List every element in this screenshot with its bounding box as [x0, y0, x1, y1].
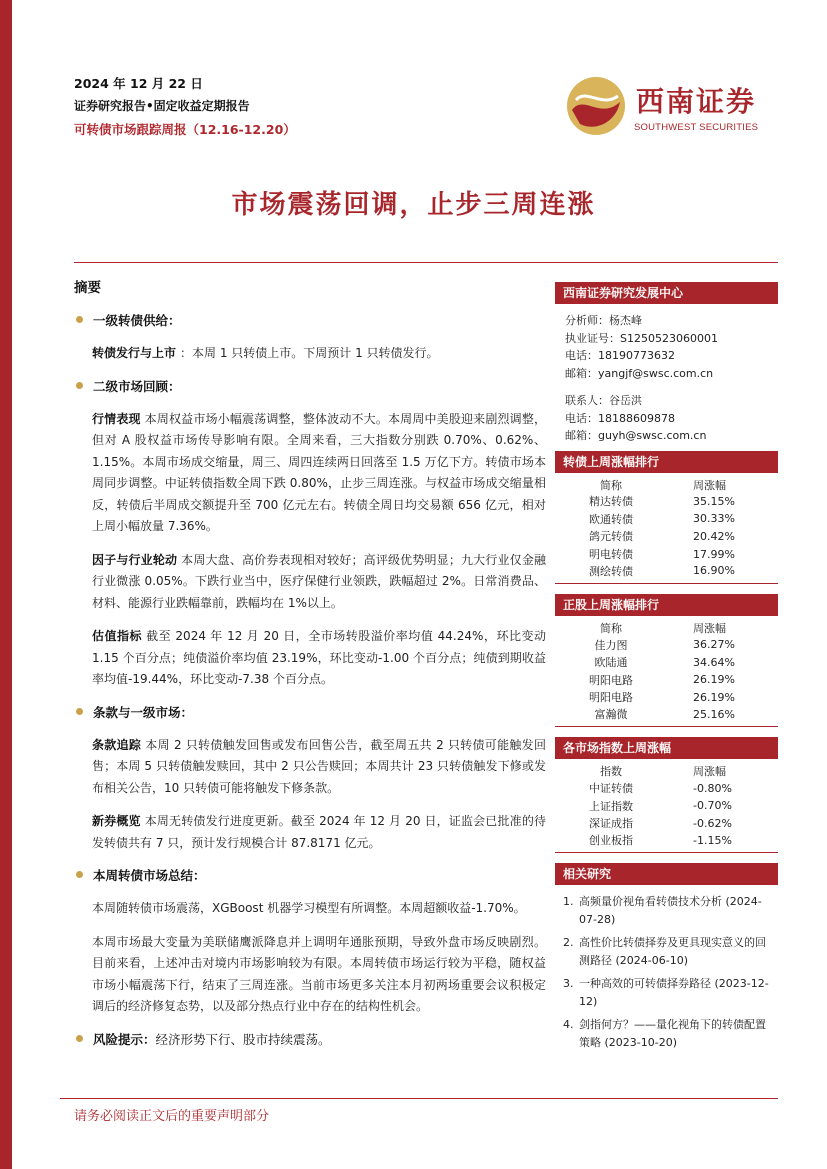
- row-name: 深证成指: [589, 817, 633, 831]
- footer-disclaimer: 请务必阅读正文后的重要声明部分: [74, 1109, 270, 1124]
- item-date: (2024-06-10): [615, 954, 689, 968]
- abstract-paragraph: [74, 550, 546, 615]
- paragraph-text: 本周无转债发行进度更新。截至 2024 年 12 月 20 日，证监会已批准的待发转债共有 7 只，预计发行规模合计 87.8171 亿元。: [92, 814, 546, 850]
- table-row: [555, 797, 778, 815]
- paragraph-text: 本周 2 只转债触发回售或发布回售公告，截至周五共 2 只转债可能触发回售；本周 5 只转债触发赎回，其中 2 只公告赎回；本周共计 23 只转债触发下修或发布相关公告，10 只转债可能将触发下修条款。: [92, 737, 546, 795]
- paragraph-text: 本周市场最大变量为美联储鹰派降息并上调明年通胀预期，导致外盘市场反映剧烈。目前来看，上述冲击对境内市场影响较为有限。本周转债市场运行较为平稳，随权益市场小幅震荡下行，结束了三周连涨。当前市场更多关注本月初两场重要会议积极定调后的经济修复态势，以及部分热点行业中存在的结构性机会。: [92, 934, 546, 1013]
- analyst-phone: 电话：18190773632: [565, 349, 675, 362]
- section-title: 本周转债市场总结：: [93, 868, 206, 883]
- row-change: 17.99%: [693, 547, 735, 561]
- ranking-table-header: 转债上周涨幅排行: [555, 451, 778, 473]
- row-name: 明电转债: [589, 548, 633, 562]
- row-name: 测绘转债: [555, 563, 667, 584]
- ranking-table: [555, 616, 778, 727]
- row-change: -0.80%: [693, 781, 732, 795]
- row-change: 20.42%: [693, 529, 735, 543]
- paragraph-lead: 估值指标: [92, 629, 143, 643]
- row-name: 中证转债: [589, 782, 633, 796]
- abstract-column: [74, 276, 546, 1062]
- row-change: 25.16%: [667, 706, 778, 727]
- table-row: [555, 671, 778, 689]
- item-title: 高频量价视角看转债技术分析: [579, 895, 722, 909]
- abstract-paragraph: [74, 932, 546, 1018]
- table-row: [555, 545, 778, 563]
- row-name: 精达转债: [589, 495, 633, 509]
- contact-name: 联系人：谷岳洪: [565, 394, 642, 407]
- item-date: (2023-12-12): [579, 977, 769, 1009]
- report-type: 证券研究报告•固定收益定期报告: [74, 99, 250, 113]
- table-row: [555, 689, 778, 707]
- row-name: 上证指数: [589, 799, 633, 813]
- paragraph-lead: 条款追踪: [92, 737, 142, 752]
- contact-email[interactable]: 邮箱：guyh@swsc.com.cn: [565, 429, 707, 442]
- related-research-list: [555, 885, 778, 1052]
- section-heading: [74, 866, 546, 884]
- row-change: 35.15%: [693, 494, 735, 508]
- row-change: 26.19%: [693, 690, 735, 704]
- abstract-paragraph: [74, 626, 546, 691]
- row-change: 30.33%: [693, 512, 735, 526]
- paragraph-text: ：本周 1 只转债上市。下周预计 1 只转债发行。: [180, 346, 439, 360]
- bottom-divider: [60, 1098, 778, 1099]
- section-title: 条款与一级市场：: [93, 704, 194, 720]
- paragraph-lead: 新券概览: [92, 814, 141, 828]
- column-header-name: 指数: [600, 765, 622, 779]
- bullet-dot-icon: [76, 382, 83, 389]
- column-header-change: 周涨幅: [693, 765, 726, 779]
- bullet-dot-icon: [76, 316, 83, 323]
- table-row: [555, 563, 778, 584]
- abstract-paragraph: [74, 735, 546, 800]
- row-change: 26.19%: [693, 673, 735, 687]
- logo-emblem-icon: [566, 76, 626, 136]
- section-title: 二级市场回顾：: [93, 378, 181, 394]
- row-name: 富瀚微: [555, 706, 667, 727]
- paragraph-text: 本周权益市场小幅震荡调整，整体波动不大。本周周中美股迎来剧烈调整，但对 A 股权益市场传导影响有限。全周来看，三大指数分别跌 0.70%、0.62%、1.15%。本周市场成交缩量，周三、周四连续两日回落至 1.5 万亿下方。转债市场本周同步调整。中证转债指数全周下跌 0.80%，止步三周连涨。与权益市场成交缩量相反，转债后半周成交额提升至 700 亿元左右。转债全周日均交易额 656 亿元，相对上周小幅放量 7.36%。: [92, 411, 546, 533]
- related-research-header: 相关研究: [555, 863, 778, 885]
- abstract-heading: 摘要: [74, 280, 101, 296]
- ranking-table-header: 各市场指数上周涨幅: [555, 737, 778, 759]
- table-row: [555, 832, 778, 853]
- item-title: 一种高效的可转债择券路径: [579, 977, 711, 991]
- related-research-item[interactable]: [561, 1016, 772, 1052]
- ranking-table: [555, 759, 778, 853]
- related-research-item[interactable]: [561, 893, 772, 929]
- column-header-name: 简称: [600, 478, 622, 492]
- table-row: [555, 528, 778, 546]
- paragraph-text: 本周大盘、高价券表现相对较好；高评级优势明显；九大行业仅金融行业微涨 0.05%。下跌行业当中，医疗保健行业领跌，跌幅超过 2%。日常消费品、材料、能源行业跌幅靠前，跌幅均在 1%以上。: [92, 552, 546, 610]
- ranking-table-header: 正股上周涨幅排行: [555, 594, 778, 616]
- row-change: 16.90%: [667, 563, 778, 584]
- ranking-table: [555, 473, 778, 584]
- row-change: -0.70%: [693, 799, 732, 813]
- related-research-item[interactable]: [561, 975, 772, 1011]
- abstract-paragraph: [74, 898, 546, 920]
- item-date: (2024-07-28): [579, 895, 762, 927]
- item-title: 剑指何方？——量化视角下的转债配置策略: [579, 1018, 766, 1050]
- table-row: [555, 636, 778, 654]
- row-name: 鸽元转债: [589, 530, 633, 544]
- row-name: 欧陆通: [594, 656, 628, 670]
- row-change: 36.27%: [693, 638, 735, 652]
- item-title: 高性价比转债择券及更具现实意义的回测路径: [579, 936, 766, 968]
- row-name: 佳力图: [594, 638, 628, 652]
- bullet-dot-icon: [76, 871, 83, 878]
- report-date: 2024 年 12 月 22 日: [74, 76, 203, 91]
- logo-english-name: SOUTHWEST SECURITIES: [634, 122, 759, 133]
- bullet-dot-icon: [76, 708, 83, 715]
- row-name: 明阳电路: [589, 673, 633, 687]
- sidebar: [555, 282, 778, 1057]
- page-title: 市场震荡回调，止步三周连涨: [231, 190, 596, 220]
- table-row: [555, 814, 778, 832]
- analyst-name: 分析师：杨杰峰: [565, 314, 642, 327]
- section-title: 风险提示：: [93, 1031, 156, 1047]
- report-series: 可转债市场跟踪周报（12.16-12.20）: [74, 122, 296, 137]
- row-change: 34.64%: [693, 655, 735, 669]
- section-heading: [74, 703, 546, 721]
- paragraph-text: 本周随转债市场震荡，XGBoost 机器学习模型有所调整。本周超额收益-1.70%。: [92, 901, 526, 915]
- top-divider: [74, 262, 778, 263]
- row-name: 明阳电路: [589, 691, 633, 705]
- item-number: 4.: [563, 1018, 574, 1032]
- table-row: [555, 493, 778, 511]
- section-heading: [74, 1030, 546, 1048]
- section-heading: [74, 377, 546, 395]
- row-name: 欧通转债: [589, 512, 633, 526]
- column-header-change: 周涨幅: [693, 478, 726, 492]
- abstract-paragraph: [74, 409, 546, 538]
- paragraph-lead: 因子与行业轮动: [92, 552, 178, 567]
- item-date: (2023-10-20): [604, 1036, 678, 1050]
- ranking-tables: [555, 451, 778, 854]
- left-accent-bar: [0, 0, 12, 1169]
- section-title: 一级转债供给：: [93, 313, 181, 328]
- abstract-paragraph: [74, 343, 546, 365]
- column-header-change: 周涨幅: [693, 621, 726, 635]
- contact-phone: 电话：18188609878: [565, 411, 675, 425]
- research-center-header: 西南证券研究发展中心: [555, 282, 778, 304]
- abstract-paragraph: [74, 811, 546, 854]
- table-row: [555, 706, 778, 727]
- row-name: 创业板指: [555, 832, 667, 853]
- company-logo: [566, 76, 776, 136]
- table-row: [555, 653, 778, 671]
- bullet-dot-icon: [76, 1035, 83, 1042]
- analyst-info: [555, 304, 778, 451]
- item-number: 3.: [563, 977, 574, 991]
- section-inline-text: 经济形势下行、股市持续震荡。: [155, 1031, 331, 1047]
- logo-chinese-name: 西南证券: [636, 85, 757, 118]
- item-number: 1.: [563, 895, 574, 909]
- paragraph-lead: 转债发行与上市: [92, 346, 177, 360]
- paragraph-text: 截至 2024 年 12 月 20 日，全市场转股溢价率均值 44.24%，环比变动 1.15 个百分点；纯债溢价率均值 23.19%，环比变动-1.00 个百分点；纯债到期收益率均值-19.44%，环比变动-7.38 个百分点。: [92, 629, 546, 686]
- row-change: -0.62%: [693, 816, 732, 830]
- analyst-cert: 执业证号：S1250523060001: [565, 331, 718, 345]
- related-research-item[interactable]: [561, 934, 772, 970]
- row-change: -1.15%: [667, 832, 778, 853]
- analyst-email[interactable]: 邮箱：yangjf@swsc.com.cn: [565, 366, 714, 380]
- table-row: [555, 779, 778, 797]
- section-heading: [74, 311, 546, 329]
- column-header-name: 简称: [600, 621, 622, 635]
- paragraph-lead: 行情表现: [92, 411, 141, 426]
- abstract-sections: [74, 311, 546, 1048]
- item-number: 2.: [563, 936, 574, 950]
- table-row: [555, 510, 778, 528]
